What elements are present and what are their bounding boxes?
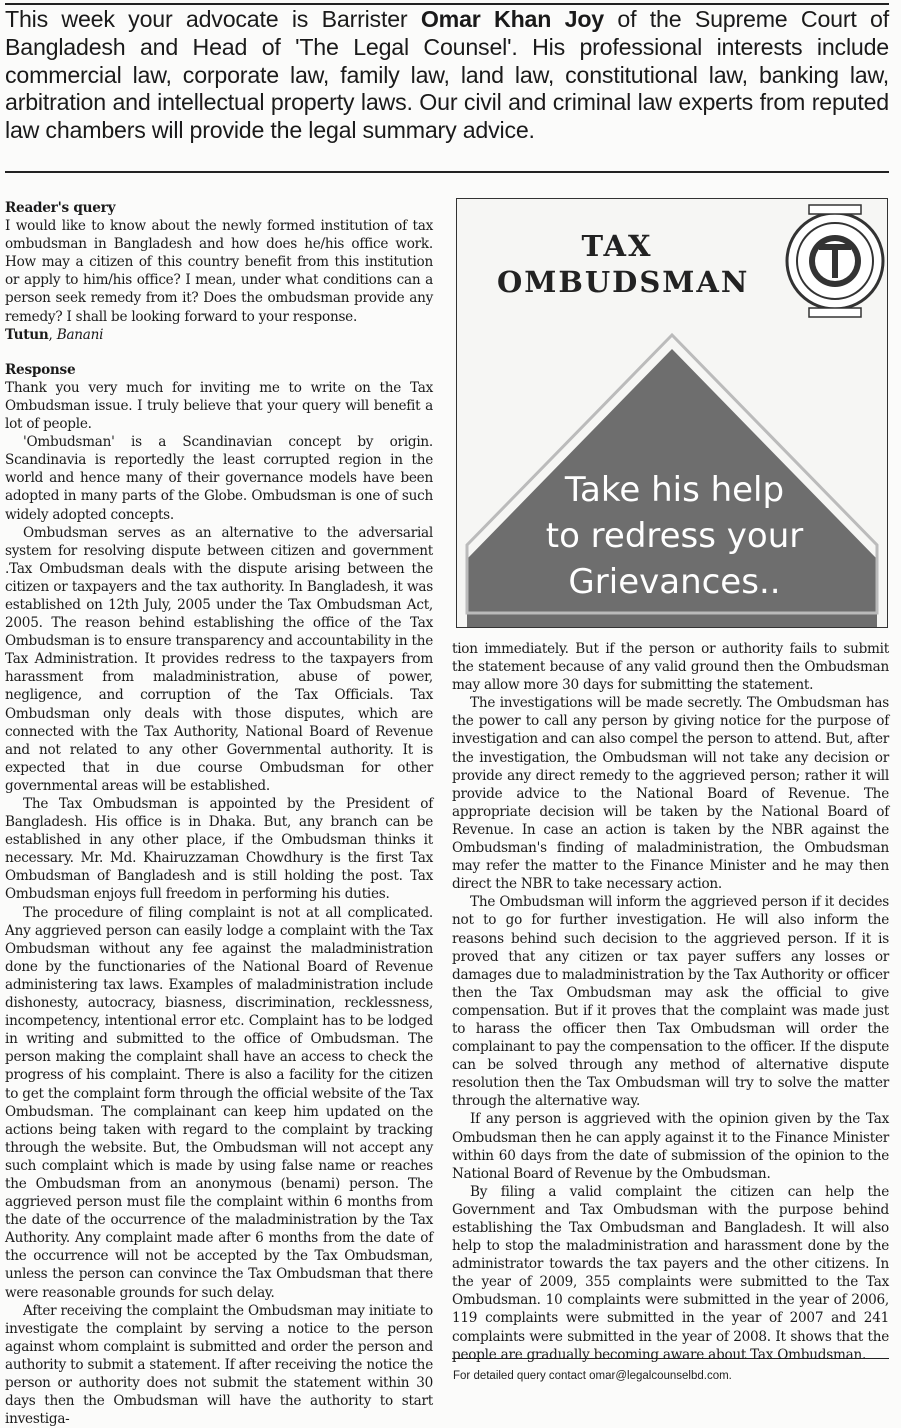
intro-bottom-rule [5,171,889,173]
emblem-icon [787,205,883,317]
footnote-rule [452,1358,889,1359]
response-paragraph: tion immediately. But if the person or authority fails to submit the statement because of any valid ground then the Ombudsman may allow more 30 days for submitting the statement. [452,641,889,694]
response-paragraph: Thank you very much for inviting me to write on the Tax Ombudsman issue. I truly believe that your query will benefit a lot of people. [5,379,433,433]
response-paragraph: The investigations will be made secretly. The Ombudsman has the power to call any person by giving notice for the purpose of investigation and can also compel the person to attend. But, after the investigation, the Ombudsman will not take any decision or provide any direct remedy to the aggrieved person; rather it will provide advice to the National Board of Revenue. The appropriate decision will be taken by the National Board of Revenue. In case an action is taken by the NBR against the Ombudsman's finding of maladministration, the Ombudsman may refer the matter to the Finance Minister and he may then direct the NBR to take necessary action. [452,695,889,893]
query-signature: Tutun, Banani [5,326,104,343]
query-text: I would like to know about the newly formed institution of tax ombudsman in Bangladesh and how does he/his office work. How may a citizen of this country benefit from this institution or apply to him/his office? I mean, under what conditions can a person seek remedy from it? Does the ombudsman provide any remedy? I shall be looking forward to your response. [5,218,433,325]
advocate-name: Omar Khan Joy [420,6,604,32]
response-paragraph: The Tax Ombudsman is appointed by the President of Bangladesh. His office is in Dhaka. But, any branch can be established in any other place, if the Ombudsman thinks it necessary. Mr. Md. Khairuzzaman Chowdhury is the first Tax Ombudsman of Bangladesh and is still holding the post. Tax Ombudsman enjoys full freedom in performing his duties. [5,796,433,903]
response-paragraph: 'Ombudsman' is a Scandinavian concept by origin. Scandinavia is reportedly the least corrupted region in the world and hence many of their governance models have been adopted in many parts of the Globe. Ombudsman is one of such widely adopted concepts. [5,434,433,523]
tax-ombudsman-advert [456,198,888,628]
query-author: Tutun [5,326,49,343]
response-paragraph: The procedure of filing complaint is not at all complicated. Any aggrieved person can easily lodge a complaint with the Tax Ombudsman without any fee against the maladministration done by the functionaries of the National Board of Revenue administering tax laws. Examples of maladministration include dishonesty, autocracy, biasness, discrimination, recklessness, incompetency, intentional error etc. Complaint has to be lodged in writing and submitted to the office of Ombudsman. The person making the complaint shall have an access to check the progress of his complaint. There is also a facility for the citizen to get the complaint form through the official website of the Tax Ombudsman. The complainant can keep him updated on the actions being taken with regard to the complaint by tracking through the website. But, the Ombudsman will not accept any such complaint which is made by using false name or reaches the Ombudsman from an anonymous (benami) person. The aggrieved person must file the complaint within 6 months from the date of the occurrence of the maladministration by the Tax Authority. Any complaint made after 6 months from the date of the occurrence will not be accepted by the Tax Ombudsman, unless the person can convince the Tax Ombudsman that there were reasonable grounds for such delay. [5,904,433,1301]
advert-slogan [542,467,807,605]
slogan-line: Grievances.. [568,562,781,602]
contact-footnote: For detailed query contact omar@legalcounselbd.com. [453,1370,732,1382]
intro-text: This week your advocate is Barrister [5,6,421,32]
response-paragraph: Ombudsman serves as an alternative to the adversarial system for resolving dispute between citizen and government .Tax Ombudsman deals with the dispute arising between the citizen or taxpayers and the tax authority. In Bangladesh, it was established on 12th July, 2005 under the Tax Ombudsman Act, 2005. The reason behind establishing the office of the Tax Ombudsman is to ensure transparency and accountability in the Tax Administration. It provides redress to the taxpayers from harassment from maladministration, abuse of power, negligence, and corruption of the Tax Officials. Tax Ombudsman only deals with those disputes, which are connected with the Tax Authority, National Board of Revenue and not related to any other Governmental authority. It is expected that in due course Ombudsman for other governmental areas will be established. [5,524,433,794]
response-paragraph: After receiving the complaint the Ombudsman may initiate to investigate the complaint by serving a notice to the person against whom complaint is submitted and order the person and authority to submit a statement. If after receiving the notice the person or authority does not submit the statement within 30 days then the Ombudsman will have the authority to start investiga- [5,1302,433,1428]
response-paragraph: If any person is aggrieved with the opinion given by the Tax Ombudsman then he can apply against it to the Finance Minister within 60 days from the date of submission of the opinion to the National Board of Revenue by the Ombudsman. [452,1111,889,1182]
left-column [5,199,433,1428]
top-rule [5,3,889,5]
response-heading: Response [5,361,76,378]
intro-paragraph [5,6,889,145]
slogan-line: Take his help [564,470,785,510]
advert-title-line2: OMBUDSMAN [497,265,750,299]
right-column [452,640,889,1364]
query-heading: Reader's query [5,200,116,216]
response-paragraph: The Ombudsman will inform the aggrieved person if it decides not to go for further investigation. He will also inform the reasons behind such decision to the aggrieved person. If it is proved that any citizen or tax payer suffers any losses or damages due to maladministration by the Tax Authority or officer then the Tax Ombudsman may ask the official to give compensation. But if it proves that the complaint was made just to harass the officer then Tax Ombudsman will order the complainant to pay the compensation to the officer. If the dispute can be solved through any method of alternative dispute resolution then the Tax Ombudsman will try to solve the matter through the alternative way. [452,894,889,1110]
response-paragraph: By filing a valid complaint the citizen can help the Government and Tax Ombudsman with the purpose behind establishing the Tax Ombudsman and Bangladesh. It will also help to stop the maladministration and harassment done by the administrator towards the tax payers and the other citizens. In the year of 2009, 355 complaints were submitted to the Tax Ombudsman. 10 complaints were submitted in the year of 2006, 119 complaints were submitted in the year of 2007 and 241 complaints were submitted in the year of 2008. It shows that the people are gradually becoming aware about Tax Ombudsman. [452,1183,889,1363]
intro-text-rest: of the Supreme Court of Bangladesh and Head of 'The Legal Counsel'. His professional interests include commercial law, corporate law, family law, land law, constitutional law, banking law, arbitration and intellectual property laws. Our civil and criminal law experts from reputed law chambers will provide the legal summary advice. [5,6,889,144]
slogan-line: to redress your [545,516,804,556]
query-location: Banani [56,326,104,343]
advert-title-line1: TAX [581,229,653,263]
